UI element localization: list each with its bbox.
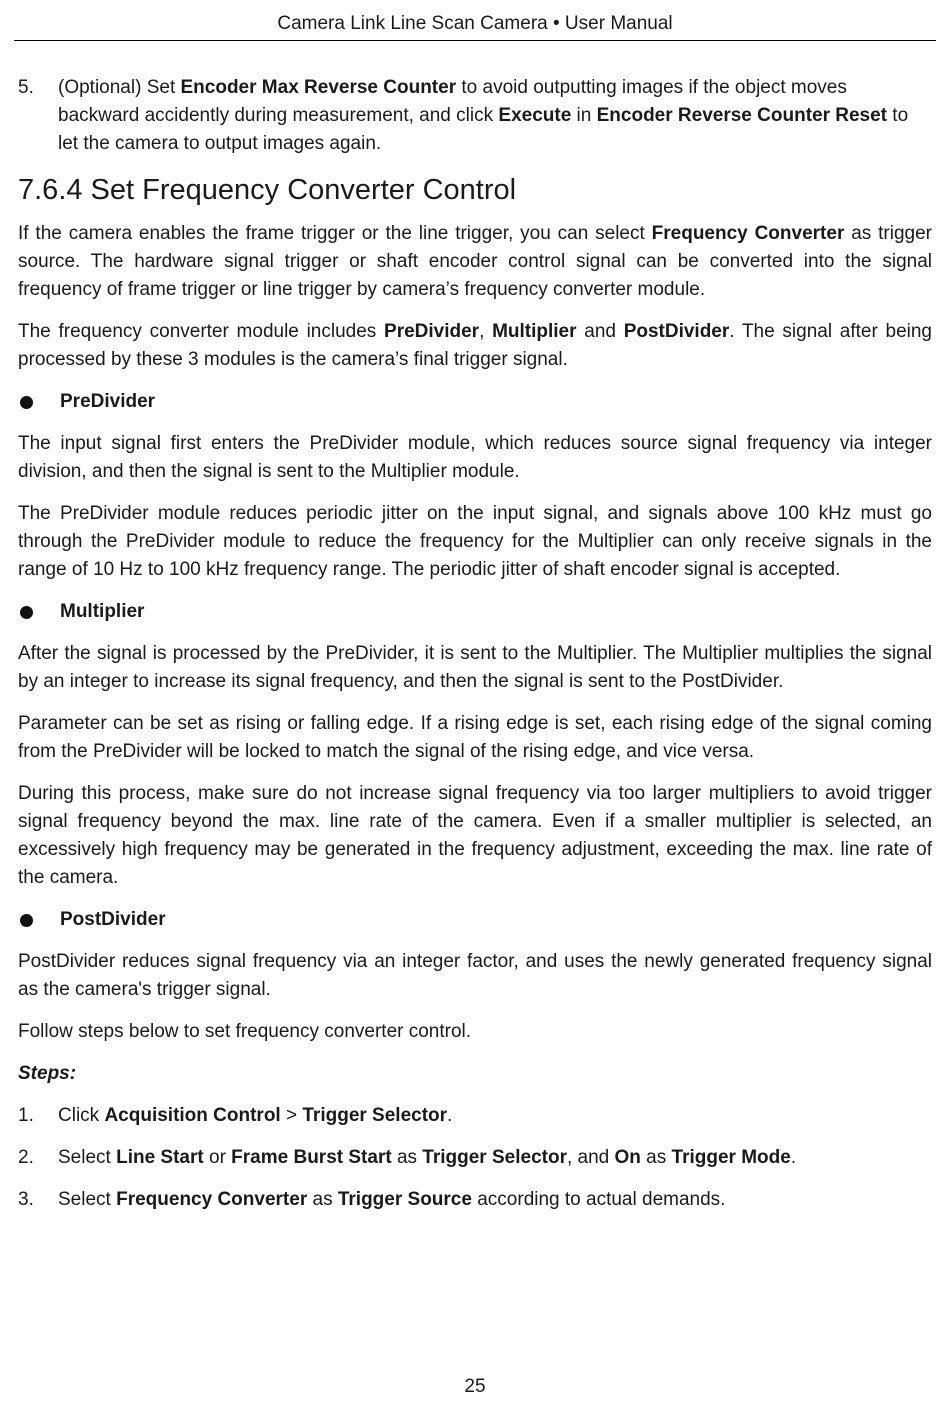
intro-paragraph: If the camera enables the frame trigger or the line trigger, you can select Frequency Converter as trigger source. The hardware signal trigger or shaft encoder control signal can be converted into the signal frequency of frame trigger or line trigger by camera’s frequency converter module. (18, 223, 932, 300)
step-5 (18, 74, 932, 158)
step-1 (18, 1102, 932, 1130)
multiplier-paragraph-2: Parameter can be set as rising or falling edge. If a rising edge is set, each rising edge of the signal coming from the PreDivider will be locked to match the signal of the rising edge, and vice versa. (18, 713, 932, 762)
bullet-multiplier: Multiplier (18, 598, 932, 626)
step-text: Select Line Start or Frame Burst Start as Trigger Selector, and On as Trigger Mode. (58, 1147, 797, 1168)
page-content (18, 74, 932, 1228)
section-title: 7.6.4 Set Frequency Converter Control (18, 174, 517, 206)
step-text: Select Frequency Converter as Trigger Source according to actual demands. (58, 1189, 726, 1210)
step-text: Click Acquisition Control > Trigger Selector. (58, 1105, 453, 1126)
modules-paragraph: The frequency converter module includes PreDivider, Multiplier and PostDivider. The signal after being processed by these 3 modules is the camera’s final trigger signal. (18, 321, 932, 370)
bullet-postdivider: PostDivider (18, 906, 932, 934)
predivider-paragraph-2: The PreDivider module reduces periodic jitter on the input signal, and signals above 100 kHz must go through the PreDivider module to reduce the frequency for the Multiplier can only receive signals in the range of 10 Hz to 100 kHz frequency range. The periodic jitter of shaft encoder signal is accepted. (18, 503, 932, 580)
step-number: 3. (18, 1189, 34, 1210)
step-text: (Optional) Set Encoder Max Reverse Counter to avoid outputting images if the object moves backward accidently during measurement, and click Execute in Encoder Reverse Counter Reset to let the camera to output images again. (58, 77, 909, 154)
step-2 (18, 1144, 932, 1172)
bullet-predivider: PreDivider (18, 388, 932, 416)
multiplier-paragraph-3: During this process, make sure do not increase signal frequency via too larger multipliers to avoid trigger signal frequency beyond the max. line rate of the camera. Even if a smaller multiplier is selected, an excessively high frequency may be generated in the frequency adjustment, exceeding the max. line rate of the camera. (18, 783, 932, 888)
predivider-paragraph-1: The input signal first enters the PreDivider module, which reduces source signal frequency via integer division, and then the signal is sent to the Multiplier module. (18, 433, 932, 482)
step-number: 2. (18, 1147, 34, 1168)
page-number: 25 (464, 1376, 486, 1397)
step-number: 5. (18, 77, 34, 98)
follow-steps-paragraph: Follow steps below to set frequency converter control. (18, 1021, 472, 1042)
bullet-dot-icon (20, 606, 33, 619)
steps-label: Steps: (18, 1063, 77, 1084)
step-3 (18, 1186, 932, 1214)
step-number: 1. (18, 1105, 34, 1126)
bullet-dot-icon (20, 396, 33, 409)
bullet-dot-icon (20, 914, 33, 927)
page-header: Camera Link Line Scan Camera • User Manual (14, 10, 936, 41)
postdivider-paragraph: PostDivider reduces signal frequency via an integer factor, and uses the newly generated frequency signal as the camera's trigger signal. (18, 951, 932, 1000)
multiplier-paragraph-1: After the signal is processed by the PreDivider, it is sent to the Multiplier. The Multiplier multiplies the signal by an integer to increase its signal frequency, and then the signal is sent to the PostDivider. (18, 643, 932, 692)
